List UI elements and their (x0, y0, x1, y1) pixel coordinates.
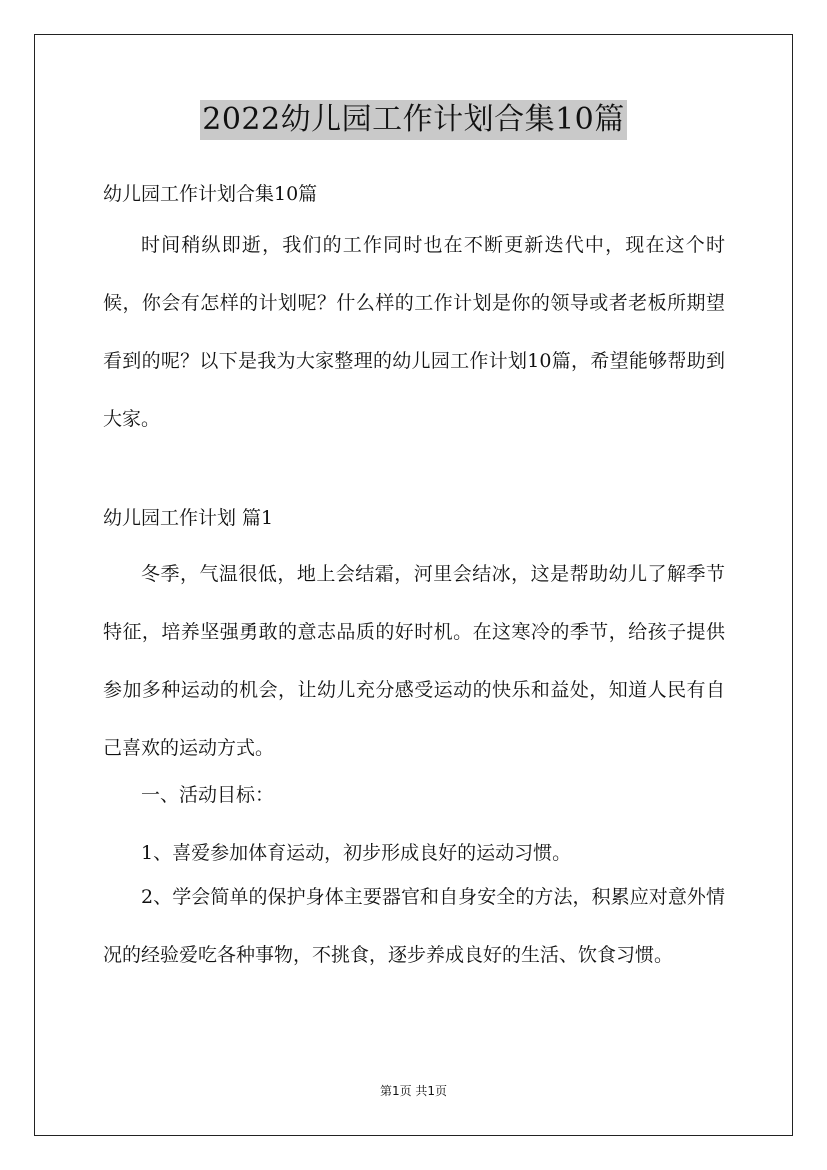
document-title: 2022幼儿园工作计划合集10篇 (200, 100, 627, 140)
intro-paragraph: 时间稍纵即逝，我们的工作同时也在不断更新迭代中，现在这个时候，你会有怎样的计划呢？什么样的工作计划是你的领导或者老板所期望看到的呢？以下是我为大家整理的幼儿园工作计划10篇，希望能够帮助到大家。 (103, 234, 725, 430)
page-footer: 第1页 共1页 (379, 1084, 448, 1098)
document-subtitle: 幼儿园工作计划合集10篇 (103, 183, 318, 205)
body-paragraph: 冬季，气温很低，地上会结霜，河里会结冰，这是帮助幼儿了解季节特征，培养坚强勇敢的意志品质的好时机。在这寒冷的季节，给孩子提供参加多种运动的机会，让幼儿充分感受运动的快乐和益处，知道人民有自己喜欢的运动方式。 (103, 563, 725, 759)
body-paragraph: 1、喜爱参加体育运动，初步形成良好的运动习惯。 (141, 842, 572, 864)
section-heading: 幼儿园工作计划 篇1 (103, 507, 274, 529)
title-container (0, 100, 827, 140)
body-paragraph: 2、学会简单的保护身体主要器官和自身安全的方法，积累应对意外情况的经验爱吃各种事物，不挑食，逐步养成良好的生活、饮食习惯。 (103, 886, 725, 966)
body-paragraph: 一、活动目标： (141, 784, 275, 806)
